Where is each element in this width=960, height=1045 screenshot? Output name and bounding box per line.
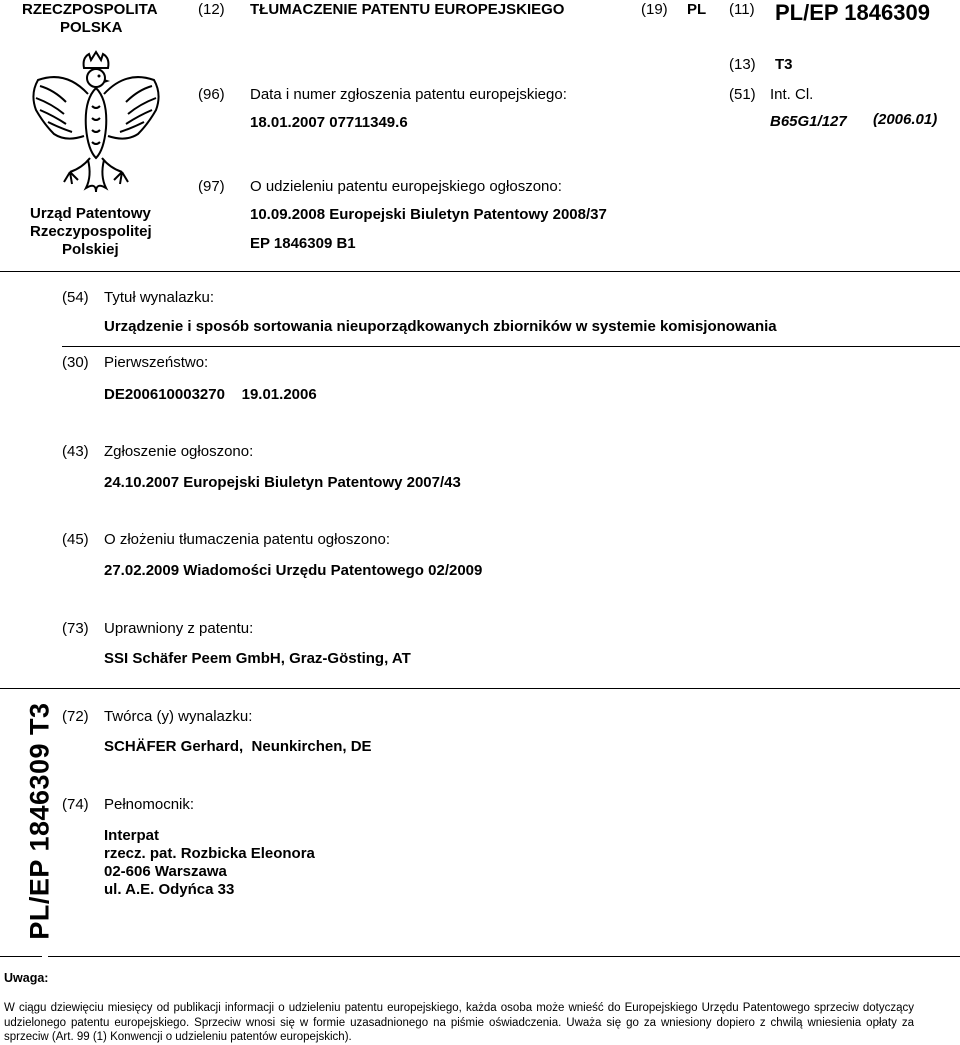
code-43: (43) xyxy=(62,443,89,460)
attorney-line3: 02-606 Warszawa xyxy=(104,863,227,880)
title-divider xyxy=(62,346,960,347)
office-name-line1: Urząd Patentowy xyxy=(30,205,151,222)
grant-value: 10.09.2008 Europejski Biuletyn Patentowy 2008/37 xyxy=(250,206,607,223)
country-name-line1: RZECZPOSPOLITA xyxy=(22,1,158,18)
code-45: (45) xyxy=(62,531,89,548)
code-97: (97) xyxy=(198,178,225,195)
attorney-line1: Interpat xyxy=(104,827,160,844)
application-published-value: 24.10.2007 Europejski Biuletyn Patentowy 2007/43 xyxy=(104,474,461,491)
inventor-value: SCHÄFER Gerhard, Neunkirchen, DE xyxy=(104,738,372,755)
attorney-line4: ul. A.E. Odyńca 33 xyxy=(104,881,235,898)
notice-text: W ciągu dziewięciu miesięcy od publikacji informacji o udzieleniu patentu europejskiego, każda osoba może wnieść do Europejskiego Urzędu Patentowego sprzeciw dotyczący udzielonego patentu europejskiego. Sprzeciw wnosi się w formie uzasadnionego na piśmie oświadczenia. Uważa się go za wniesiony dopiero z chwilą wniesienia opłaty za sprzeciw (Art. 99 (1) Konwencji o udzieleniu patentów europejskich). xyxy=(4,1002,914,1043)
code-12: (12) xyxy=(198,1,225,18)
office-name-line3: Polskiej xyxy=(62,241,119,258)
polish-eagle-emblem xyxy=(26,50,166,195)
grant-label: O udzieleniu patentu europejskiego ogłoszono: xyxy=(250,178,562,195)
attorney-line2: rzecz. pat. Rozbicka Eleonora xyxy=(104,845,315,862)
int-cl-year: (2006.01) xyxy=(873,111,938,128)
code-96: (96) xyxy=(198,86,225,103)
code-13: (13) xyxy=(729,56,756,73)
priority-value: DE200610003270 19.01.2006 xyxy=(104,386,317,403)
int-cl-value: B65G1/127 xyxy=(770,113,847,130)
bottom-divider-right xyxy=(48,956,960,957)
country-code: PL xyxy=(687,1,707,18)
proprietor-label: Uprawniony z patentu: xyxy=(104,620,254,637)
int-cl-label: Int. Cl. xyxy=(770,86,814,103)
proprietor-value: SSI Schäfer Peem GmbH, Graz-Gösting, AT xyxy=(104,650,411,667)
priority-label: Pierwszeństwo: xyxy=(104,354,209,371)
notice-title: Uwaga: xyxy=(4,971,49,985)
ep-publication: EP 1846309 B1 xyxy=(250,235,356,252)
code-54: (54) xyxy=(62,289,89,306)
application-label: Data i numer zgłoszenia patentu europejskiego: xyxy=(250,86,567,103)
country-name-line2: POLSKA xyxy=(60,19,123,36)
kind-code: T3 xyxy=(775,56,793,73)
proprietor-divider xyxy=(0,688,960,689)
code-51: (51) xyxy=(729,86,756,103)
title-label: Tytuł wynalazku: xyxy=(104,289,215,306)
office-name-line2: Rzeczypospolitej xyxy=(30,223,152,240)
code-72: (72) xyxy=(62,708,89,725)
code-30: (30) xyxy=(62,354,89,371)
header-divider xyxy=(0,271,960,272)
side-patent-number: PL/EP 1846309 T3 xyxy=(24,702,55,940)
invention-title: Urządzenie i sposób sortowania nieuporządkowanych zbiorników w systemie komisjonowania xyxy=(104,318,777,335)
code-73: (73) xyxy=(62,620,89,637)
translation-published-label: O złożeniu tłumaczenia patentu ogłoszono: xyxy=(104,531,391,548)
bottom-divider-left xyxy=(0,956,42,957)
code-74: (74) xyxy=(62,796,89,813)
patent-number: PL/EP 1846309 xyxy=(775,0,930,25)
translation-published-value: 27.02.2009 Wiadomości Urzędu Patentowego 02/2009 xyxy=(104,562,483,579)
application-published-label: Zgłoszenie ogłoszono: xyxy=(104,443,254,460)
inventor-label: Twórca (y) wynalazku: xyxy=(104,708,253,725)
attorney-label: Pełnomocnik: xyxy=(104,796,195,813)
application-value: 18.01.2007 07711349.6 xyxy=(250,114,408,131)
code-11: (11) xyxy=(729,1,755,18)
code-19: (19) xyxy=(641,1,668,18)
document-type: TŁUMACZENIE PATENTU EUROPEJSKIEGO xyxy=(250,1,565,18)
